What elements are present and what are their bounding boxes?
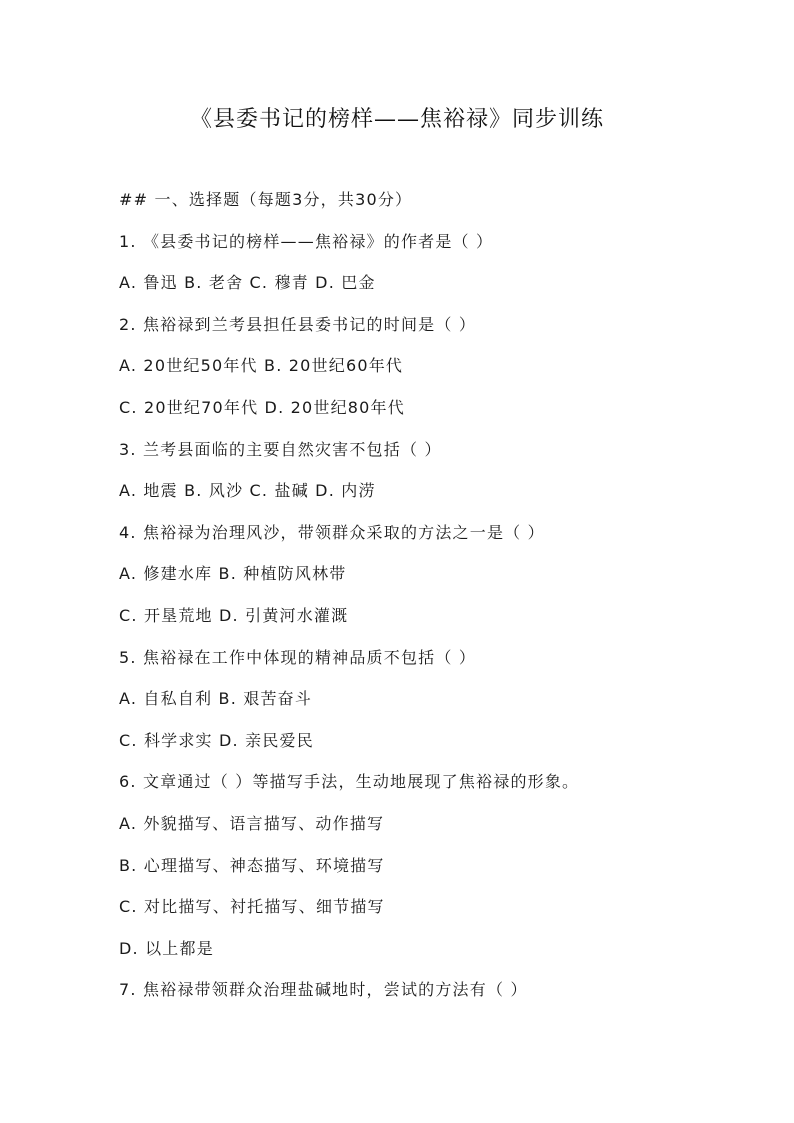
question-5-options-ab: A. 自私自利 B. 艰苦奋斗 bbox=[119, 689, 313, 709]
question-2-options-ab: A. 20世纪50年代 B. 20世纪60年代 bbox=[119, 356, 404, 376]
question-6-option-a: A. 外貌描写、语言描写、动作描写 bbox=[119, 813, 385, 833]
document-title: 《县委书记的榜样——焦裕禄》同步训练 bbox=[189, 107, 604, 132]
question-3: 3. 兰考县面临的主要自然灾害不包括（ ） bbox=[119, 439, 442, 459]
question-6: 6. 文章通过（ ）等描写手法，生动地展现了焦裕禄的形象。 bbox=[119, 772, 580, 792]
question-7: 7. 焦裕禄带领群众治理盐碱地时，尝试的方法有（ ） bbox=[119, 980, 528, 1000]
section-heading: ## 一、选择题（每题3分，共30分） bbox=[119, 190, 413, 209]
question-3-options: A. 地震 B. 风沙 C. 盐碱 D. 内涝 bbox=[119, 481, 376, 501]
question-1-options: A. 鲁迅 B. 老舍 C. 穆青 D. 巴金 bbox=[119, 273, 376, 293]
question-5: 5. 焦裕禄在工作中体现的精神品质不包括（ ） bbox=[119, 647, 477, 667]
question-4: 4. 焦裕禄为治理风沙，带领群众采取的方法之一是（ ） bbox=[119, 522, 545, 542]
question-4-options-ab: A. 修建水库 B. 种植防风林带 bbox=[119, 564, 347, 584]
question-6-option-d: D. 以上都是 bbox=[119, 938, 214, 958]
question-1: 1. 《县委书记的榜样——焦裕禄》的作者是（ ） bbox=[119, 231, 494, 251]
question-5-options-cd: C. 科学求实 D. 亲民爱民 bbox=[119, 730, 314, 750]
question-6-option-c: C. 对比描写、衬托描写、细节描写 bbox=[119, 897, 385, 917]
question-6-option-b: B. 心理描写、神态描写、环境描写 bbox=[119, 855, 385, 875]
question-4-options-cd: C. 开垦荒地 D. 引黄河水灌溉 bbox=[119, 605, 349, 625]
question-2: 2. 焦裕禄到兰考县担任县委书记的时间是（ ） bbox=[119, 314, 477, 334]
question-list bbox=[119, 186, 719, 1018]
question-2-options-cd: C. 20世纪70年代 D. 20世纪80年代 bbox=[119, 397, 405, 417]
